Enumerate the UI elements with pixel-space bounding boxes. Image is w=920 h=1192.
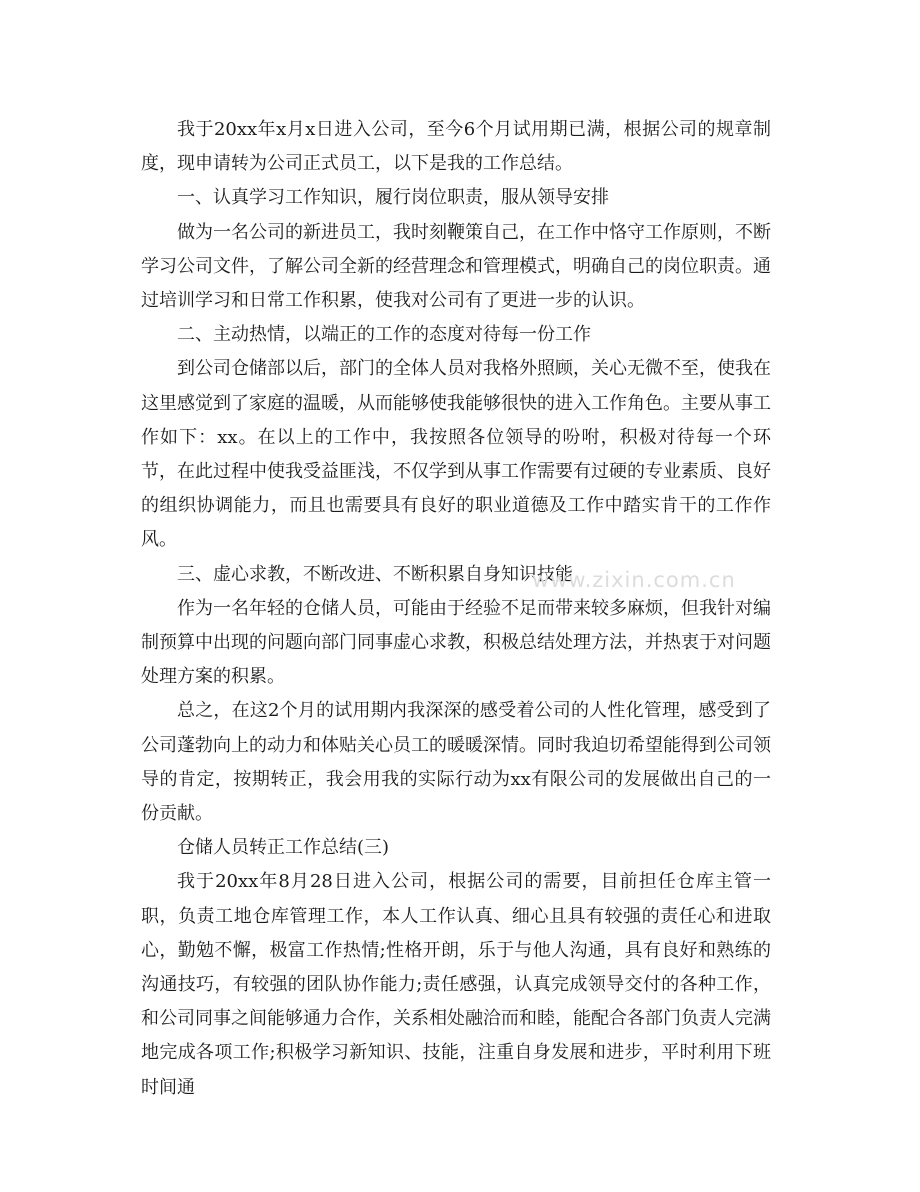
document-body xyxy=(141,113,771,1105)
paragraph-section-3: 作为一名年轻的仓储人员，可能由于经验不足而带来较多麻烦，但我针对编制预算中出现的问题向部门同事虚心求教，积极总结处理方法，并热衷于对问题处理方案的积累。 xyxy=(141,597,771,688)
section-heading-1: 一、认真学习工作知识，履行岗位职责，服从领导安排 xyxy=(177,187,609,209)
paragraph-intro: 我于20xx年x月x日进入公司，至今6个月试用期已满，根据公司的规章制度，现申请转为公司正式员工，以下是我的工作总结。 xyxy=(141,119,771,175)
section-heading-3: 三、虚心求教，不断改进、不断积累自身知识技能 xyxy=(177,563,573,585)
watermark-text: www.zixin.com.cn xyxy=(532,568,736,592)
article-title-3: 仓储人员转正工作总结(三) xyxy=(177,837,390,859)
paragraph-article-3-body: 我于20xx年8月28日进入公司，根据公司的需要，目前担任仓库主管一职，负责工地仓库管理工作，本人工作认真、细心且具有较强的责任心和进取心，勤勉不懈，极富工作热情;性格开朗，乐于与他人沟通，具有良好和熟练的沟通技巧，有较强的团队协作能力;责任感强，认真完成领导交付的各种工作，和公司同事之间能够通力合作，关系相处融洽而和睦，能配合各部门负责人完满地完成各项工作;积极学习新知识、技能，注重自身发展和进步，平时利用下班时间通 xyxy=(141,871,771,1098)
paragraph-section-1: 做为一名公司的新进员工，我时刻鞭策自己，在工作中恪守工作原则，不断学习公司文件，了解公司全新的经营理念和管理模式，明确自己的岗位职责。通过培训学习和日常工作积累，使我对公司有了更进一步的认识。 xyxy=(141,221,771,312)
paragraph-section-2: 到公司仓储部以后，部门的全体人员对我格外照顾，关心无微不至，使我在这里感觉到了家庭的温暖，从而能够使我能够很快的进入工作角色。主要从事工作如下：xx。在以上的工作中，我按照各位领导的吩咐，积极对待每一个环节，在此过程中使我受益匪浅，不仅学到从事工作需要有过硬的专业素质、良好的组织协调能力，而且也需要具有良好的职业道德及工作中踏实肯干的工作作风。 xyxy=(141,358,771,551)
paragraph-conclusion: 总之，在这2个月的试用期内我深深的感受着公司的人性化管理，感受到了公司蓬勃向上的动力和体贴关心员工的暖暖深情。同时我迫切希望能得到公司领导的肯定，按期转正，我会用我的实际行动为xx有限公司的发展做出自己的一份贡献。 xyxy=(141,700,771,825)
section-heading-2: 二、主动热情，以端正的工作的态度对待每一份工作 xyxy=(177,324,591,346)
